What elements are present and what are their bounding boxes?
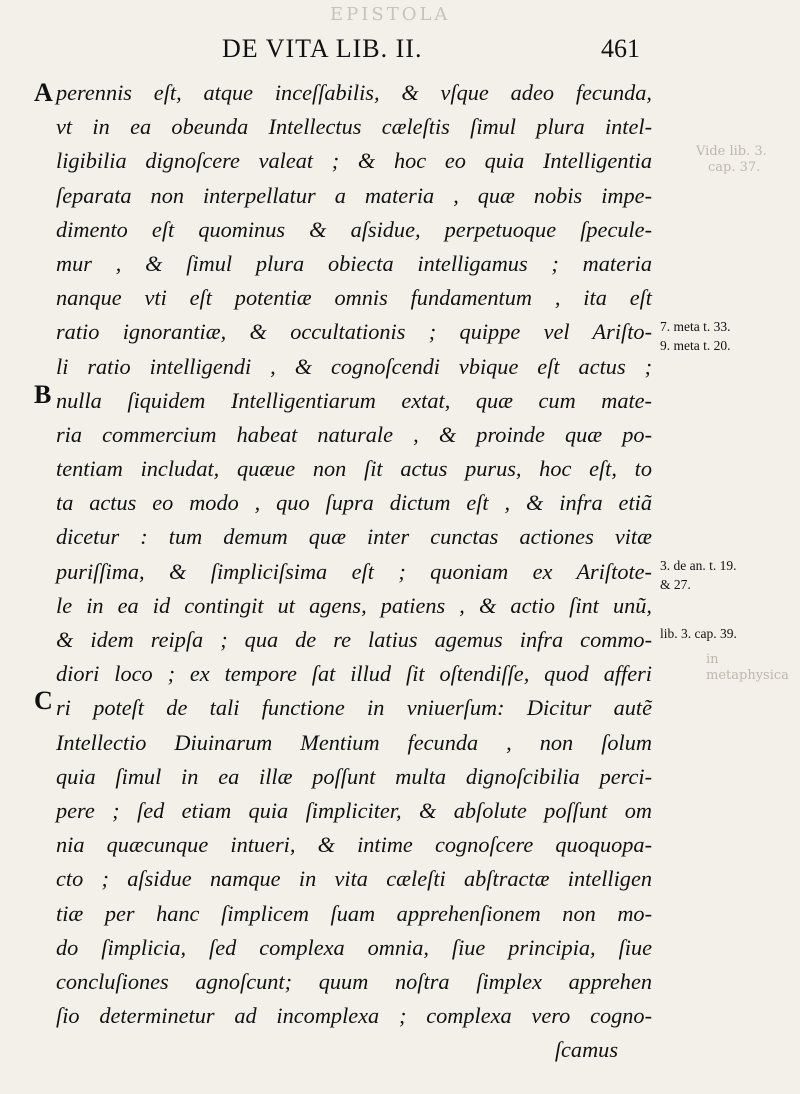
text-line: ratio ignorantiæ, & occultationis ; quippe vel Ariſto- (56, 319, 652, 345)
text-line: ligibilia dignoſcere valeat ; & hoc eo quia Intelligentia (56, 148, 652, 174)
margin-note: 9. meta t. 20. (660, 338, 731, 353)
text-line: li ratio intelligendi , & cognoſcendi vbique eſt actus ; (56, 353, 652, 379)
body-text (56, 76, 652, 1067)
text-line: tiæ per hanc ſimplicem ſuam apprehenſionem non mo- (56, 900, 652, 926)
bleed-through-header: EPISTOLA (330, 4, 451, 25)
section-marker-c: C (34, 686, 53, 715)
text-line: cto ; aſsidue namque in vita cæleſti abſtractæ intelligen (56, 866, 652, 892)
text-line: ſeparata non interpellatur a materia , quæ nobis impe- (56, 182, 652, 208)
page-number: 461 (601, 34, 640, 63)
bleed-through-note: cap. 37. (708, 160, 761, 175)
catchword: ſcamus (554, 1037, 618, 1063)
text-line: mur , & ſimul plura obiecta intelligamus ; materia (56, 250, 652, 276)
text-line: nia quæcunque intueri, & intime cognoſcere quoquopa- (56, 832, 652, 858)
margin-note: 3. de an. t. 19. (660, 558, 737, 573)
text-line: & idem reipſa ; qua de re latius agemus infra commo- (56, 627, 652, 652)
text-line: ſio determinetur ad incomplexa ; complexa vero cogno- (56, 1003, 652, 1029)
text-line: tentiam includat, quæue non ſit actus purus, hoc eſt, to (56, 456, 652, 482)
text-line: Intellectio Diuinarum Mentium fecunda , non ſolum (56, 729, 652, 755)
text-line: dicetur : tum demum quæ inter cunctas actiones vitæ (56, 524, 652, 550)
margin-note: & 27. (660, 577, 691, 592)
text-line: vt in ea obeunda Intellectus cæleſtis ſimul plura intel- (56, 114, 652, 140)
text-line: nanque vti eſt potentiæ omnis fundamentum , ita eſt (56, 285, 652, 311)
section-marker-b: B (34, 380, 52, 409)
text-line: quia ſimul in ea illæ poſſunt multa dignoſcibilia perci- (56, 763, 652, 789)
text-line: do ſimplicia, ſed complexa omnia, ſiue principia, ſiue (56, 934, 652, 960)
bleed-through-note: Vide lib. 3. (696, 144, 767, 159)
text-line: diori loco ; ex tempore ſat illud ſit oſtendiſſe, quod afferi (56, 661, 652, 687)
running-head: DE VITA LIB. II. (222, 34, 423, 63)
section-marker-a: A (34, 78, 53, 107)
text-line: concluſiones agnoſcunt; quum noſtra ſimplex apprehen (56, 968, 652, 994)
text-line: le in ea id contingit ut agens, patiens , & actio ſint unũ, (56, 592, 652, 618)
text-line: dimento eſt quominus & aſsidue, perpetuoque ſpecule- (56, 216, 652, 242)
text-line: pere ; ſed etiam quia ſimpliciter, & abſolute poſſunt om (56, 797, 652, 823)
text-line: puriſſima, & ſimpliciſsima eſt ; quoniam ex Ariſtote- (56, 558, 652, 584)
text-line: ri poteſt de tali functione in vniuerſum: Dicitur autẽ (56, 695, 652, 721)
margin-note: lib. 3. cap. 39. (660, 626, 737, 641)
text-line: perennis eſt, atque inceſſabilis, & vſque adeo fecunda, (56, 80, 652, 105)
text-line: nulla ſiquidem Intelligentiarum extat, quæ cum mate- (56, 387, 652, 413)
bleed-through-note: in metaphysica (706, 652, 789, 683)
text-line: ta actus eo modo , quo ſupra dictum eſt , & infra etiã (56, 490, 652, 516)
text-line: ria commercium habeat naturale , & proinde quæ po- (56, 421, 652, 447)
margin-note: 7. meta t. 33. (660, 319, 731, 334)
